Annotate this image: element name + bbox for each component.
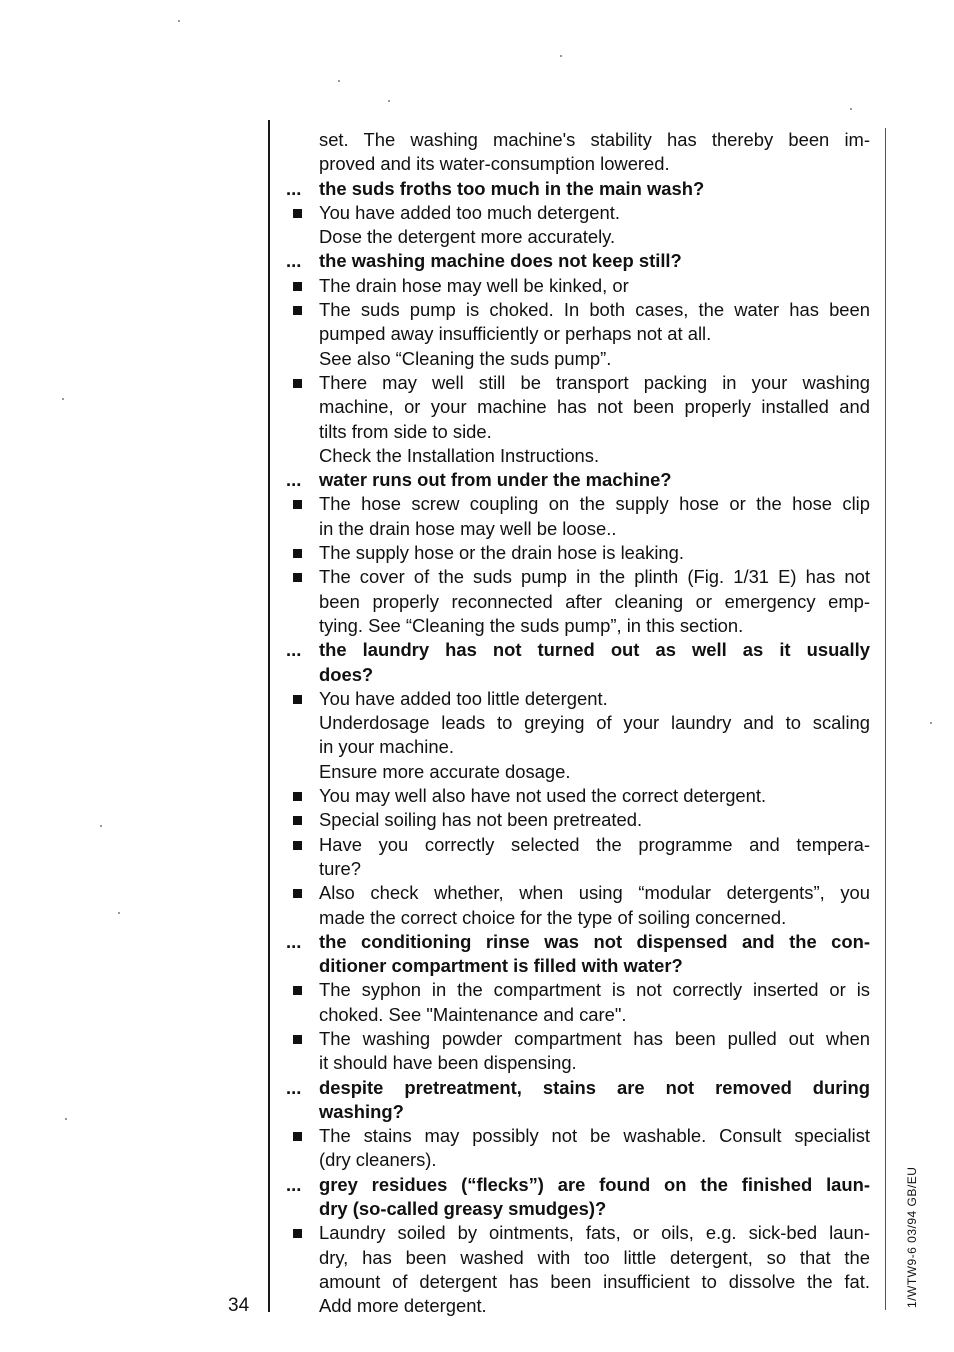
question-heading (286, 930, 870, 954)
bullet-item (286, 1221, 870, 1245)
square-bullet-icon (293, 792, 302, 801)
page-number: 34 (228, 1295, 250, 1316)
question-heading-continued (286, 1100, 870, 1124)
line-text: ture? (319, 857, 361, 879)
body-text-line (286, 1003, 870, 1027)
line-text: The supply hose or the drain hose is leaking. (319, 542, 684, 564)
line-text: amount of detergent has been insufficient to dissolve the fat. (319, 1270, 870, 1292)
ellipsis-marker: ... (286, 1076, 302, 1098)
square-bullet-icon (293, 306, 302, 315)
square-bullet-icon (293, 986, 302, 995)
line-text: Add more detergent. (319, 1295, 487, 1317)
line-text: (dry cleaners). (319, 1149, 437, 1171)
square-bullet-icon (293, 1035, 302, 1044)
line-text: choked. See "Maintenance and care". (319, 1003, 627, 1025)
body-text-line (286, 1294, 870, 1318)
square-bullet-icon (293, 379, 302, 388)
bullet-item (286, 687, 870, 711)
body-text-line (286, 614, 870, 638)
square-bullet-icon (293, 1229, 302, 1238)
line-text: the washing machine does not keep still? (319, 250, 682, 272)
line-text: ditioner compartment is filled with water? (319, 955, 683, 977)
square-bullet-icon (293, 282, 302, 291)
bullet-item (286, 1027, 870, 1051)
line-text: The hose screw coupling on the supply hose or the hose clip (319, 493, 870, 515)
bullet-item (286, 274, 870, 298)
square-bullet-icon (293, 209, 302, 218)
line-text: it should have been dispensing. (319, 1052, 577, 1074)
question-heading (286, 177, 870, 201)
body-text-line (286, 1051, 870, 1075)
line-text: You have added too little detergent. (319, 687, 608, 709)
square-bullet-icon (293, 841, 302, 850)
troubleshooting-text-column (286, 128, 870, 1319)
line-text: been properly reconnected after cleaning or emergency emp- (319, 590, 870, 612)
ellipsis-marker: ... (286, 639, 302, 661)
line-text: Dose the detergent more accurately. (319, 226, 616, 248)
body-text-line (286, 906, 870, 930)
question-heading-continued (286, 663, 870, 687)
ellipsis-marker: ... (286, 469, 302, 491)
bullet-item (286, 492, 870, 516)
square-bullet-icon (293, 1132, 302, 1141)
ellipsis-marker: ... (286, 177, 302, 199)
question-heading (286, 468, 870, 492)
line-text: Special soiling has not been pretreated. (319, 809, 643, 831)
question-heading-continued (286, 954, 870, 978)
body-text-line (286, 322, 870, 346)
bullet-item (286, 298, 870, 322)
body-text-line (286, 420, 870, 444)
square-bullet-icon (293, 889, 302, 898)
ellipsis-marker: ... (286, 930, 302, 952)
line-text: tying. See “Cleaning the suds pump”, in this section. (319, 614, 744, 636)
bullet-item (286, 541, 870, 565)
body-text-line (286, 857, 870, 881)
question-heading (286, 638, 870, 662)
line-text: The stains may possibly not be washable. Consult specialist (319, 1125, 870, 1147)
body-text-line (286, 517, 870, 541)
line-text: You may well also have not used the correct detergent. (319, 785, 767, 807)
line-text: Check the Installation Instructions. (319, 444, 600, 466)
line-text: washing? (319, 1100, 404, 1122)
line-text: grey residues (“flecks”) are found on the finished laun- (319, 1173, 870, 1195)
line-text: dry (so-called greasy smudges)? (319, 1198, 607, 1220)
line-text: You have added too much detergent. (319, 201, 620, 223)
line-text: The syphon in the compartment is not correctly inserted or is (319, 979, 870, 1001)
body-text-line (286, 444, 870, 468)
ellipsis-marker: ... (286, 1173, 302, 1195)
bullet-item (286, 833, 870, 857)
bullet-item (286, 881, 870, 905)
question-heading-continued (286, 1197, 870, 1221)
body-text-line (286, 1246, 870, 1270)
body-text-line (286, 1148, 870, 1172)
square-bullet-icon (293, 549, 302, 558)
body-text-line (286, 1270, 870, 1294)
line-text: The cover of the suds pump in the plinth (Fig. 1/31 E) has not (319, 566, 870, 588)
right-margin-rule (885, 128, 886, 1310)
line-text: the conditioning rinse was not dispensed and the con- (319, 930, 870, 952)
ellipsis-marker: ... (286, 250, 302, 272)
body-text-line (286, 590, 870, 614)
line-text: pumped away insufficiently or perhaps not at all. (319, 323, 712, 345)
line-text: Ensure more accurate dosage. (319, 760, 571, 782)
bullet-item (286, 1124, 870, 1148)
left-margin-rule (268, 120, 270, 1312)
line-text: The washing powder compartment has been pulled out when (319, 1027, 870, 1049)
line-text: See also “Cleaning the suds pump”. (319, 347, 612, 369)
body-text-line (286, 128, 870, 152)
line-text: the suds froths too much in the main wash? (319, 177, 705, 199)
line-text: The drain hose may well be kinked, or (319, 274, 629, 296)
line-text: set. The washing machine's stability has thereby been im- (319, 129, 870, 150)
body-text-line (286, 711, 870, 735)
body-text-line (286, 395, 870, 419)
body-text-line (286, 152, 870, 176)
line-text: There may well still be transport packing in your washing (319, 371, 870, 393)
bullet-item (286, 808, 870, 832)
square-bullet-icon (293, 695, 302, 704)
line-text: Laundry soiled by ointments, fats, or oils, e.g. sick-bed laun- (319, 1222, 870, 1244)
body-text-line (286, 735, 870, 759)
bullet-item (286, 201, 870, 225)
body-text-line (286, 225, 870, 249)
line-text: water runs out from under the machine? (319, 469, 672, 491)
line-text: the laundry has not turned out as well as it usually (319, 639, 870, 661)
line-text: Have you correctly selected the programme and tempera- (319, 833, 870, 855)
line-text: in the drain hose may well be loose.. (319, 517, 617, 539)
line-text: The suds pump is choked. In both cases, the water has been (319, 299, 870, 321)
line-text: proved and its water-consumption lowered. (319, 153, 670, 175)
line-text: machine, or your machine has not been properly installed and (319, 396, 870, 418)
body-text-line (286, 347, 870, 371)
bullet-item (286, 978, 870, 1002)
body-text-line (286, 760, 870, 784)
question-heading (286, 1076, 870, 1100)
line-text: Underdosage leads to greying of your laundry and to scaling (319, 712, 870, 734)
document-code: 1/WTW9-6 03/94 GB/EU (905, 1166, 919, 1308)
square-bullet-icon (293, 573, 302, 582)
line-text: Also check whether, when using “modular detergents”, you (319, 882, 870, 904)
bullet-item (286, 565, 870, 589)
bullet-item (286, 371, 870, 395)
line-text: in your machine. (319, 736, 454, 758)
line-text: tilts from side to side. (319, 420, 492, 442)
question-heading (286, 249, 870, 273)
bullet-item (286, 784, 870, 808)
square-bullet-icon (293, 816, 302, 825)
line-text: made the correct choice for the type of soiling concerned. (319, 906, 787, 928)
question-heading (286, 1173, 870, 1197)
line-text: despite pretreatment, stains are not removed during (319, 1076, 870, 1098)
line-text: does? (319, 663, 374, 685)
square-bullet-icon (293, 500, 302, 509)
line-text: dry, has been washed with too little detergent, so that the (319, 1246, 870, 1268)
